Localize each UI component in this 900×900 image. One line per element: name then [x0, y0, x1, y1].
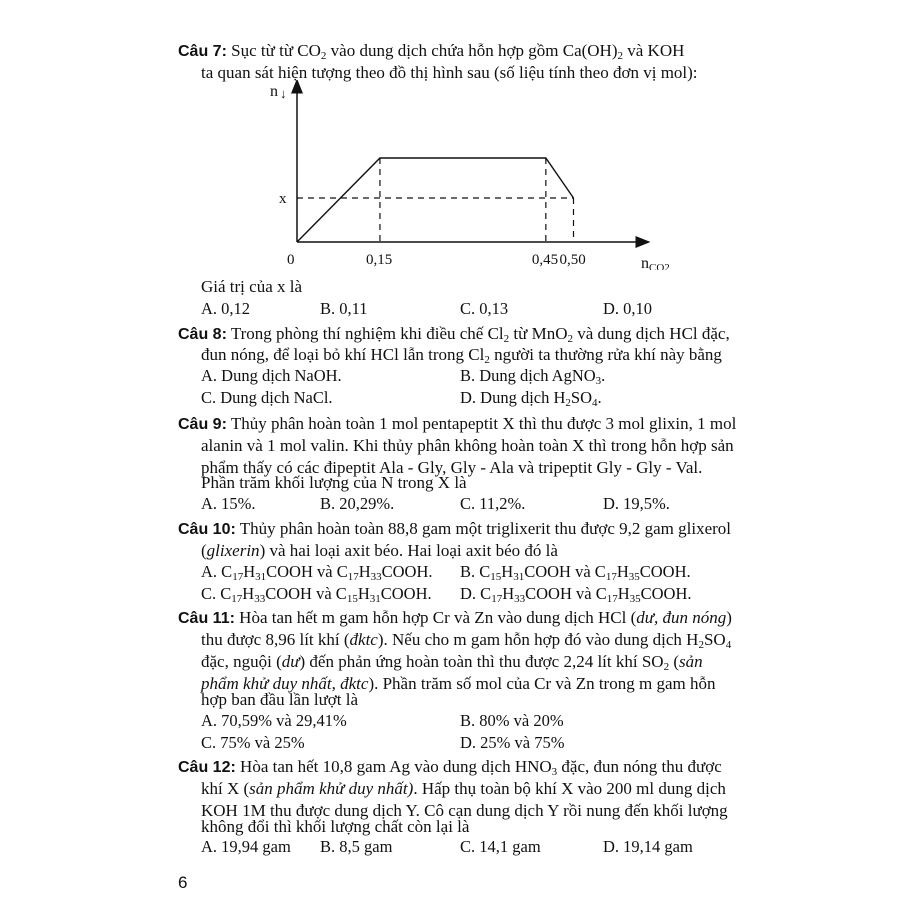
x-tick-label: 0: [287, 252, 295, 268]
q11-label: Câu 11:: [178, 610, 235, 627]
q8-option-a[interactable]: A. Dung dịch NaOH.: [201, 366, 342, 385]
x-tick-label: 0,45: [531, 252, 559, 268]
q7-line2: ta quan sát hiện tượng theo đồ thị hình sau (số liệu tính theo đơn vị mol):: [201, 63, 698, 82]
q10-option-d[interactable]: D. $C_{17}H_{33}COOH$ và $C_{17}H_{35}COOH$.: [460, 584, 692, 605]
q9-option-d[interactable]: D. 19,5%.: [603, 494, 670, 513]
q8-option-b[interactable]: B. Dung dịch AgNO$_3$.: [460, 366, 606, 387]
q9-label: Câu 9:: [178, 416, 227, 433]
page-number: 6: [178, 873, 188, 892]
q11-line5: hợp ban đầu lần lượt là: [201, 690, 359, 709]
q9-line4: Phần trăm khối lượng của N trong X là: [201, 473, 467, 492]
q9-option-a[interactable]: A. 15%.: [201, 494, 256, 513]
q7-option-b[interactable]: B. 0,11: [320, 299, 368, 318]
q10-label: Câu 10:: [178, 521, 236, 538]
x-tick-label: 0,15: [365, 252, 393, 268]
q11-option-b[interactable]: B. 80% và 20%: [460, 711, 564, 730]
x-tick-label: 0,50: [559, 252, 586, 268]
q11-option-d[interactable]: D. 25% và 75%: [460, 733, 565, 752]
q10-option-a[interactable]: A. $C_{17}H_{31}COOH$ và $C_{17}H_{33}COOH$.: [201, 562, 433, 583]
q7-option-d[interactable]: D. 0,10: [603, 299, 653, 318]
q12-line3: KOH 1M thu được dung dịch Y. Cô cạn dung dịch Y rồi nung đến khối lượng: [201, 801, 728, 820]
q10-line2: (glixerin) và hai loại axit béo. Hai loại axit béo đó là: [201, 541, 558, 560]
q11-option-a[interactable]: A. 70,59% và 29,41%: [201, 711, 347, 730]
q12-option-a[interactable]: A. 19,94 gam: [201, 837, 291, 856]
q12-label: Câu 12:: [178, 759, 236, 776]
q11-option-c[interactable]: C. 75% và 25%: [201, 733, 305, 752]
q11-line1: Câu 11: Hòa tan hết m gam hỗn hợp Cr và Zn vào dung dịch HCl (dư, đun nóng): [178, 608, 732, 627]
q11-line3: đặc, nguội (dư) đến phản ứng hoàn toàn thì thu được 2,24 lít khí $SO_2$ (sản: [201, 652, 703, 673]
q8-label: Câu 8:: [178, 326, 227, 343]
q7-label: Câu 7:: [178, 43, 227, 60]
q9-option-b[interactable]: B. 20,29%.: [320, 494, 395, 513]
q11-line4: phẩm khử duy nhất, đktc). Phần trăm số mol của Cr và Zn trong m gam hỗn: [201, 674, 716, 693]
q8-line1: Câu 8: Trong phòng thí nghiệm khi điều chế $Cl_2$ từ MnO$_2$ và dung dịch HCl đặc,: [178, 324, 730, 345]
q7-option-a[interactable]: A. 0,12: [201, 299, 251, 318]
q9-line2: alanin và 1 mol valin. Khi thủy phân không hoàn toàn X thì trong hỗn hợp sản: [201, 436, 734, 455]
q12-option-d[interactable]: D. 19,14 gam: [603, 837, 693, 856]
q9-line3: phẩm thấy có các đipeptit Ala - Gly, Gly - Ala và tripeptit Gly - Gly - Val.: [201, 458, 703, 477]
y-axis-label-arrow: ↓: [280, 86, 287, 101]
q9-option-c[interactable]: C. 11,2%.: [460, 494, 526, 513]
q8-option-d[interactable]: D. Dung dịch $H_2SO_4$.: [460, 388, 602, 409]
y-axis-label: n: [270, 83, 278, 100]
q12-line4: không đổi thì khối lượng chất còn lại là: [201, 817, 470, 836]
series-line: [297, 158, 574, 242]
q9-line1: Câu 9: Thủy phân hoàn toàn 1 mol pentapeptit X thì thu được 3 mol glixin, 1 mol: [178, 414, 737, 433]
q12-option-c[interactable]: C. 14,1 gam: [460, 837, 541, 856]
q7-line1: Câu 7: Sục từ từ $CO_2$ vào dung dịch chứa hỗn hợp gồm $Ca(OH)_2$ và KOH: [178, 41, 685, 62]
q7-ask: Giá trị của x là: [201, 277, 303, 296]
q8-line2: đun nóng, để loại bỏ khí HCl lẫn trong $Cl_2$ người ta thường rửa khí này bằng: [201, 345, 722, 366]
y-tick-x: x: [279, 191, 287, 207]
q12-line2: khí X (sản phẩm khử duy nhất). Hấp thụ toàn bộ khí X vào 200 ml dung dịch: [201, 779, 726, 798]
q7-chart: [260, 80, 690, 270]
q8-option-c[interactable]: C. Dung dịch NaCl.: [201, 388, 333, 407]
q7-option-c[interactable]: C. 0,13: [460, 299, 509, 318]
q10-line1: Câu 10: Thủy phân hoàn toàn 88,8 gam một triglixerit thu được 9,2 gam glixerol: [178, 519, 732, 538]
q10-option-c[interactable]: C. $C_{17}H_{33}COOH$ và $C_{15}H_{31}COOH$.: [201, 584, 432, 605]
q10-option-b[interactable]: B. $C_{15}H_{31}COOH$ và $C_{17}H_{35}COOH$.: [460, 562, 691, 583]
q12-option-b[interactable]: B. 8,5 gam: [320, 837, 393, 856]
q12-line1: Câu 12: Hòa tan hết 10,8 gam Ag vào dung dịch $HNO_3$ đặc, đun nóng thu được: [178, 757, 722, 778]
x-axis-label: nCO2: [641, 255, 670, 270]
q11-line2: thu được 8,96 lít khí (đktc). Nếu cho m gam hỗn hợp đó vào dung dịch $H_2SO_4$: [201, 630, 732, 651]
